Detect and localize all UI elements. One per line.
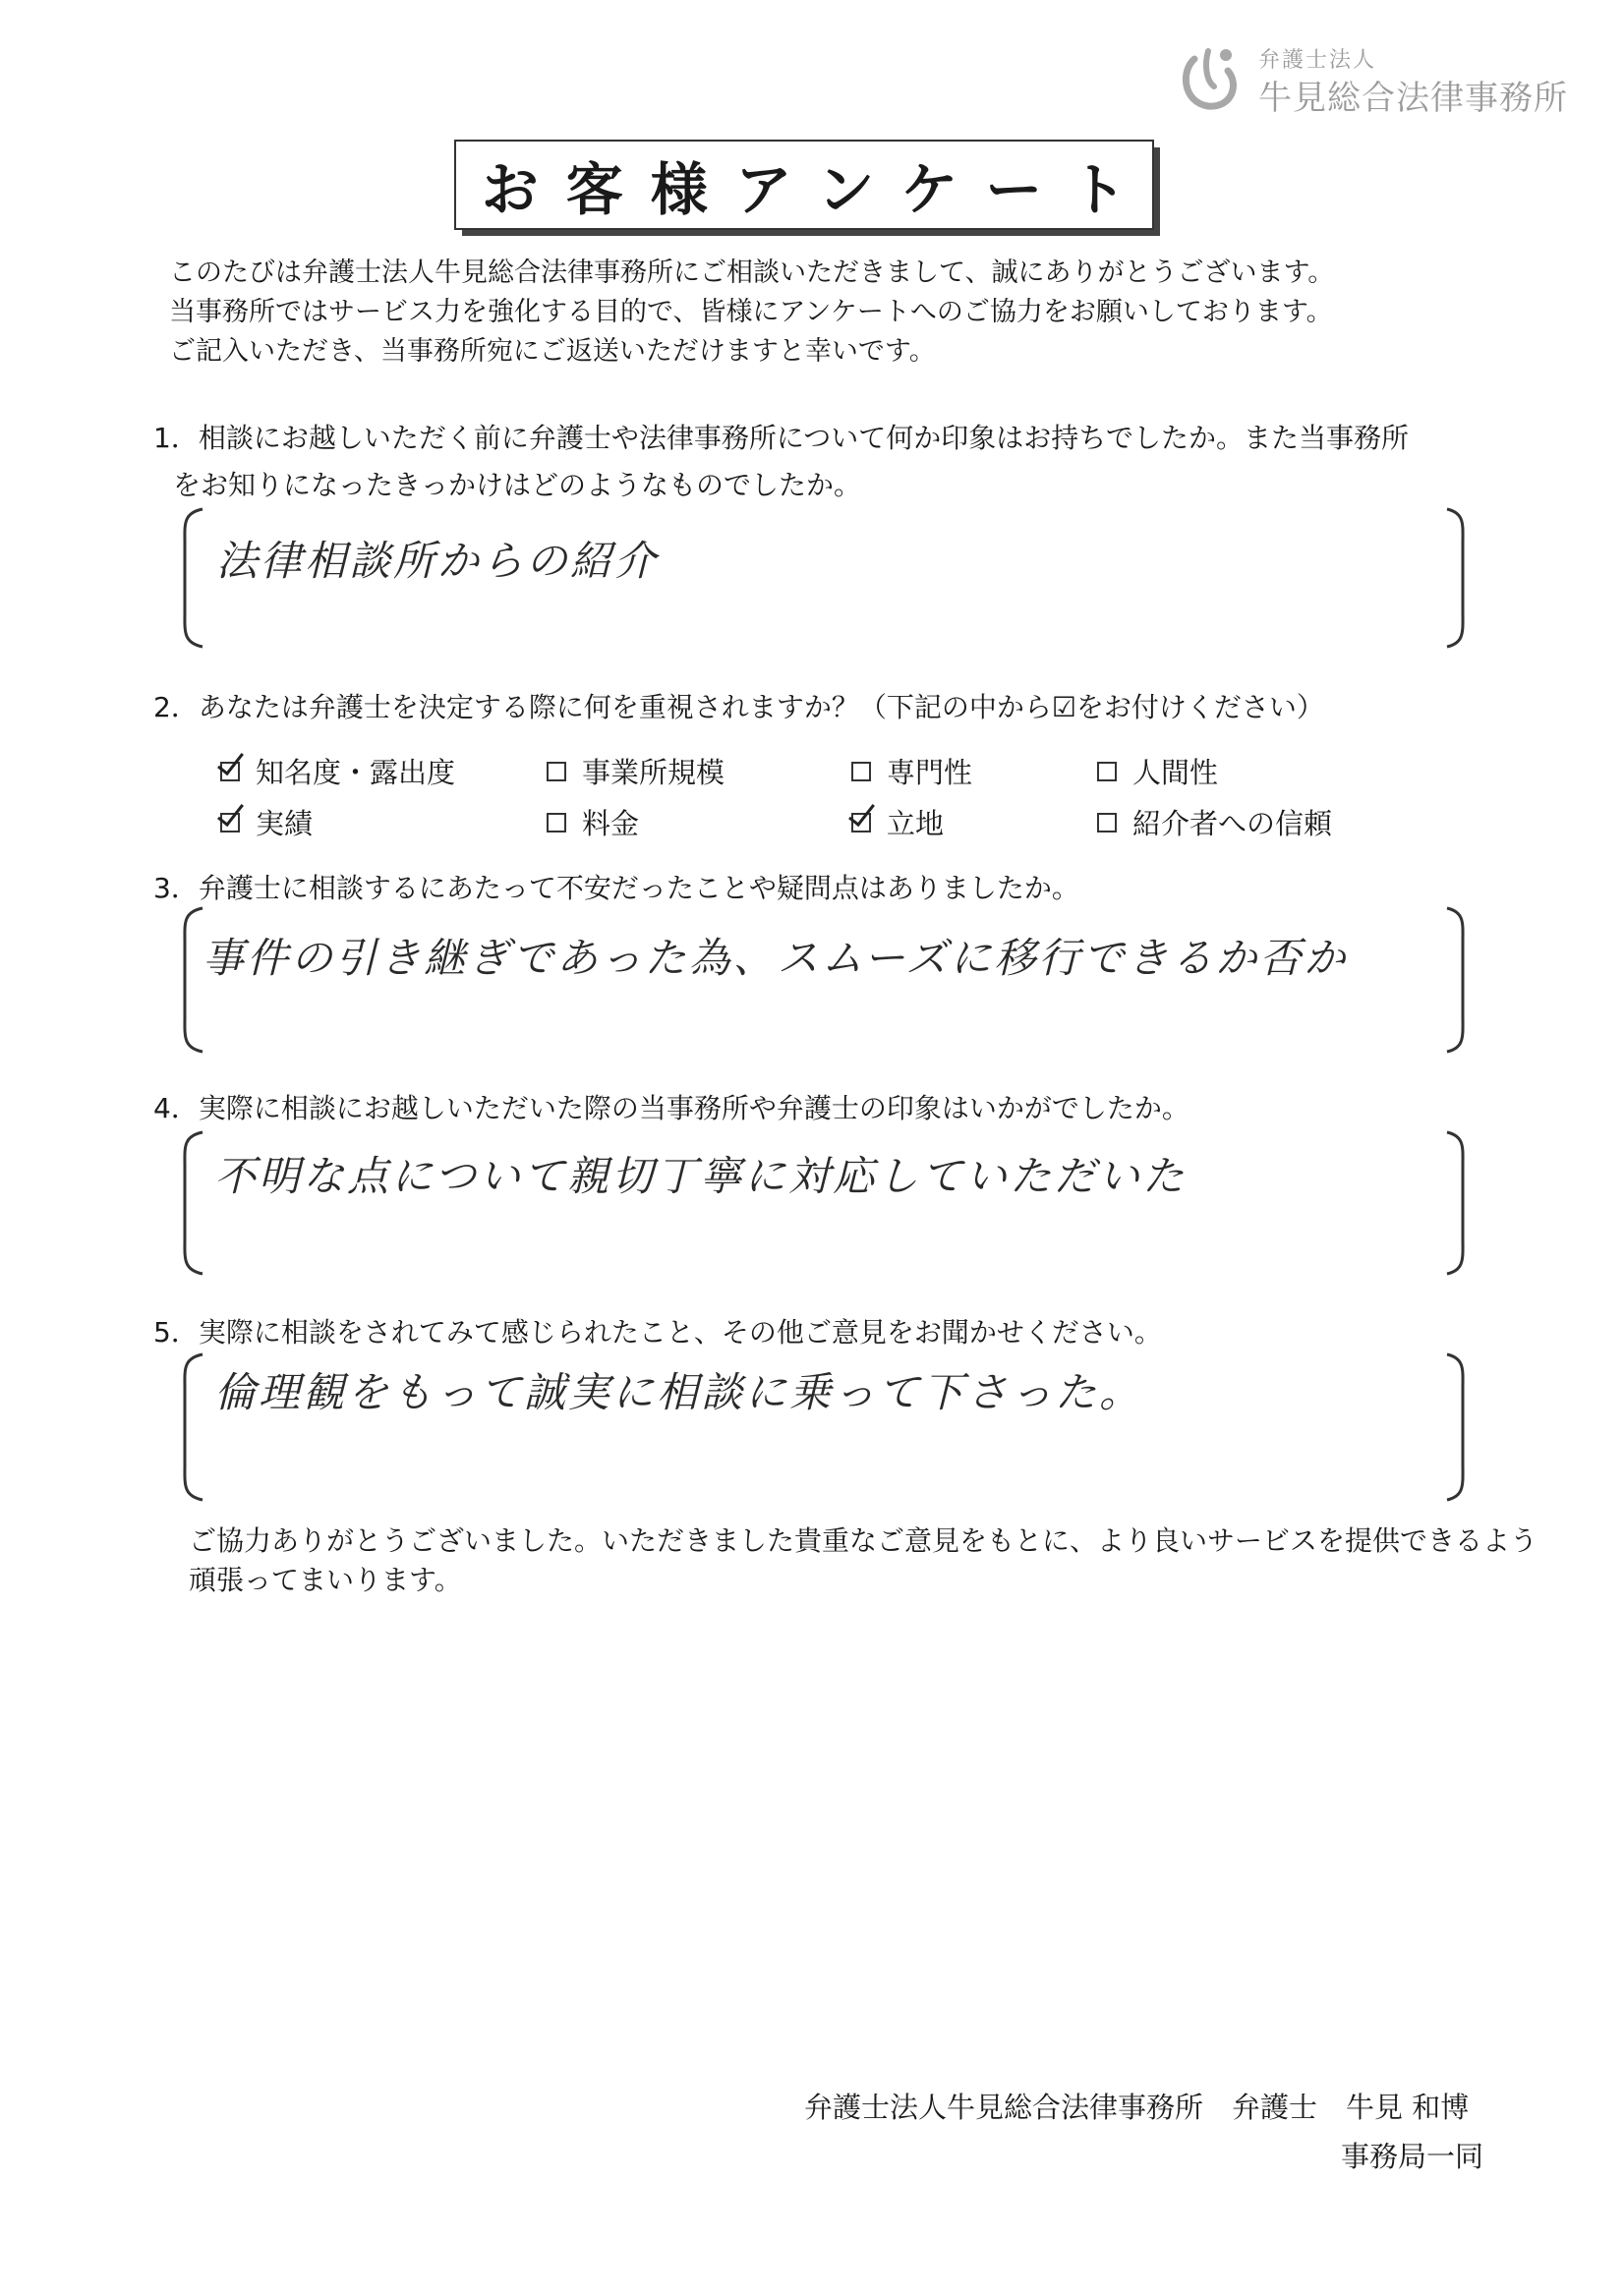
question-1-cont: をお知りになったきっかけはどのようなものでしたか。	[173, 469, 862, 501]
checkbox-icon[interactable]	[851, 762, 871, 781]
option-location[interactable]: 立地	[851, 802, 944, 842]
answer-4-box[interactable]	[181, 1126, 1469, 1278]
answer-5-box[interactable]	[181, 1349, 1469, 1504]
intro-line: ご記入いただき、当事務所宛にご返送いただけますと幸いです。	[169, 336, 936, 367]
answer-3-text: 事件の引き継ぎであった為、スムーズに移行できるか否か	[203, 934, 1349, 982]
question-3: 3．弁護士に相談するにあたって不安だったことや疑問点はありましたか。	[153, 872, 1079, 904]
survey-title-box	[454, 140, 1154, 230]
closing-text	[189, 1521, 1537, 1600]
checkbox-icon[interactable]	[1097, 813, 1117, 832]
question-4: 4．実際に相談にお越しいただいた際の当事務所や弁護士の印象はいかがでしたか。	[153, 1092, 1189, 1124]
option-track-record[interactable]: 実績	[220, 802, 313, 842]
option-office-size[interactable]: 事業所規模	[547, 751, 725, 791]
logo-firm-name: 牛見総合法律事務所	[1258, 79, 1568, 118]
checkbox-icon[interactable]	[851, 813, 871, 832]
checkbox-icon[interactable]	[547, 813, 566, 832]
option-expertise[interactable]: 専門性	[851, 751, 972, 791]
firm-logo-icon	[1175, 41, 1244, 120]
intro-text	[169, 254, 1334, 372]
answer-4-text: 不明な点について親切丁寧に対応していただいた	[214, 1152, 1188, 1200]
logo-firm-type: 弁護士法人	[1258, 48, 1377, 73]
signature-staff: 事務局一同	[1341, 2140, 1484, 2173]
answer-1-box[interactable]	[181, 503, 1469, 651]
option-name-recognition[interactable]: 知名度・露出度	[220, 751, 455, 791]
closing-line: 頑張ってまいります。	[189, 1564, 462, 1596]
answer-3-box[interactable]	[181, 902, 1469, 1056]
signature-firm: 弁護士法人牛見総合法律事務所 弁護士 牛見 和博	[804, 2091, 1470, 2124]
option-fee[interactable]: 料金	[547, 802, 639, 842]
intro-line: このたびは弁護士法人牛見総合法律事務所にご相談いただきまして、誠にありがとうございます。	[169, 258, 1335, 288]
option-personality[interactable]: 人間性	[1097, 751, 1218, 791]
survey-title: お客様アンケート	[481, 156, 1155, 223]
checkbox-icon[interactable]	[1097, 762, 1117, 781]
checkbox-icon[interactable]	[547, 762, 566, 781]
answer-1-text: 法律相談所からの紹介	[216, 537, 660, 585]
checkbox-icon[interactable]	[220, 762, 240, 781]
intro-line: 当事務所ではサービス力を強化する目的で、皆様にアンケートへのご協力をお願いしております。	[169, 297, 1333, 327]
option-referrer-trust[interactable]: 紹介者への信頼	[1097, 802, 1332, 842]
checkbox-icon[interactable]	[220, 813, 240, 832]
closing-line: ご協力ありがとうございました。いただきました貴重なご意見をもとに、より良いサービスを提供できるよう	[189, 1524, 1538, 1557]
question-5: 5．実際に相談をされてみて感じられたこと、その他ご意見をお聞かせください。	[153, 1316, 1162, 1349]
question-2: 2．あなたは弁護士を決定する際に何を重視されますか？（下記の中から☑をお付けください）	[153, 691, 1324, 723]
answer-5-text: 倫理観をもって誠実に相談に乗って下さった。	[214, 1368, 1144, 1416]
question-1: 1．相談にお越しいただく前に弁護士や法律事務所について何か印象はお持ちでしたか。また当事務所	[153, 422, 1409, 454]
